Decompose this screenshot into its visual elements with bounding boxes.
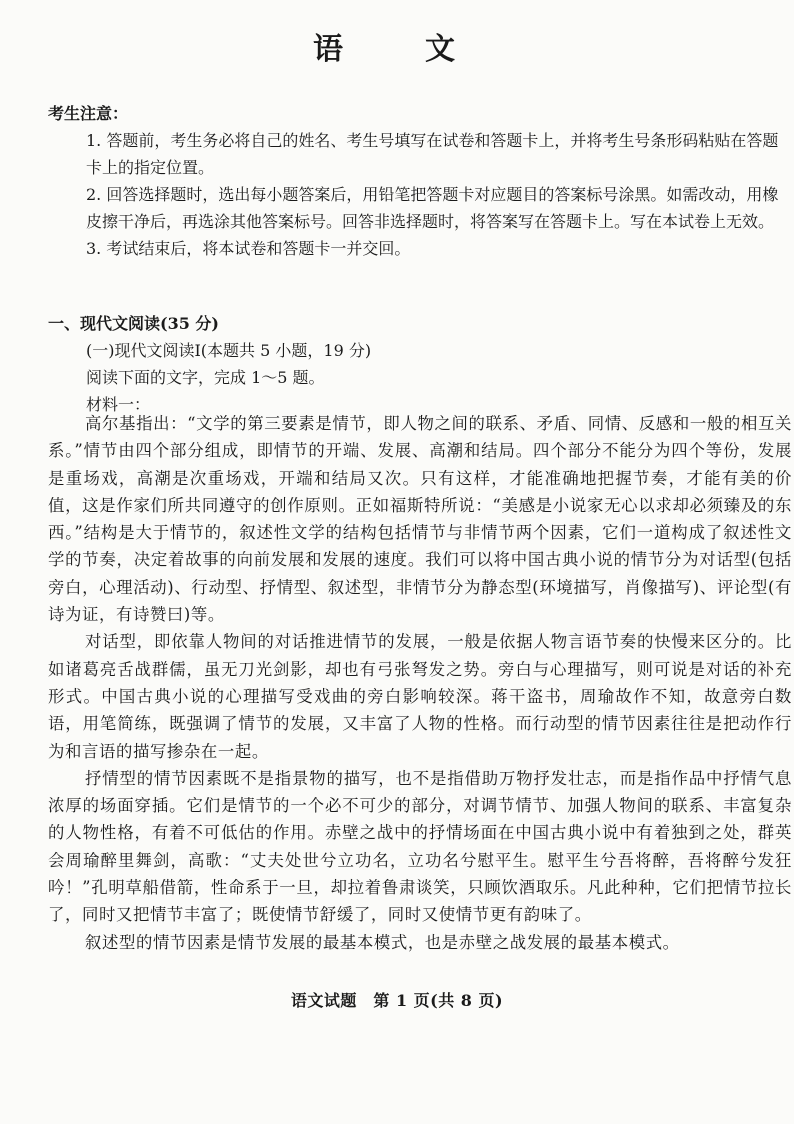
passage-paragraph: 叙述型的情节因素是情节发展的最基本模式，也是赤壁之战发展的最基本模式。 bbox=[85, 932, 680, 952]
page-title: 语 文 bbox=[313, 32, 481, 67]
notice-item: 1. 答题前，考生务必将自己的姓名、考生号填写在试卷和答题卡上，并将考生号条形码粘贴在答题卡上的指定位置。 bbox=[86, 131, 779, 177]
sub-section-heading: (一)现代文阅读Ⅰ(本题共 5 小题，19 分) bbox=[86, 341, 372, 360]
passage-paragraph: 对话型，即依靠人物间的对话推进情节的发展，一般是依据人物言语节奏的快慢来区分的。比如诸葛亮舌战群儒，虽无刀光剑影，却也有弓张弩发之势。旁白与心理描写，则可说是对话的补充形式。中国古典小说的心理描写受戏曲的旁白影响较深。蒋干盗书，周瑜故作不知，故意旁白数语，用笔简练，既强调了情节的发展，又丰富了人物的性格。而行动型的情节因素往往是把动作行为和言语的描写掺杂在一起。 bbox=[48, 632, 792, 761]
notice-item: 3. 考试结束后，将本试卷和答题卡一并交回。 bbox=[86, 239, 411, 258]
notice-heading: 考生注意： bbox=[48, 104, 129, 123]
section-header bbox=[48, 310, 792, 418]
reading-passage bbox=[48, 410, 792, 956]
notice-block bbox=[48, 100, 788, 262]
instruction-text: 阅读下面的文字，完成 1～5 题。 bbox=[86, 368, 325, 387]
material-label: 材料一： bbox=[86, 395, 151, 414]
passage-paragraph: 高尔基指出：“文学的第三要素是情节，即人物之间的联系、矛盾、同情、反感和一般的相互关系。”情节由四个部分组成，即情节的开端、发展、高潮和结局。四个部分不能分为四个等份，发展是重场戏，高潮是次重场戏，开端和结局又次。只有这样，才能准确地把握节奏，才能有美的价值，这是作家们所共同遵守的创作原则。正如福斯特所说：“美感是小说家无心以求却必须臻及的东西。”结构是大于情节的，叙述性文学的结构包括情节与非情节两个因素，它们一道构成了叙述性文学的节奏，决定着故事的向前发展和发展的速度。我们可以将中国古典小说的情节分为对话型(包括旁白，心理活动)、行动型、抒情型、叙述型，非情节分为静态型(环境描写，肖像描写)、评论型(有诗为证，有诗赞曰)等。 bbox=[48, 414, 792, 625]
section-heading: 一、现代文阅读(35 分) bbox=[48, 314, 219, 333]
page-footer: 语文试题 第 1 页(共 8 页) bbox=[290, 991, 504, 1010]
notice-item: 2. 回答选择题时，选出每小题答案后，用铅笔把答题卡对应题目的答案标号涂黑。如需改动，用橡皮擦干净后，再选涂其他答案标号。回答非选择题时，将答案写在答题卡上。写在本试卷上无效。 bbox=[86, 185, 779, 231]
passage-paragraph: 抒情型的情节因素既不是指景物的描写，也不是指借助万物抒发壮志，而是指作品中抒情气息浓厚的场面穿插。它们是情节的一个必不可少的部分，对调节情节、加强人物间的联系、丰富复杂的人物性格，有着不可低估的作用。赤壁之战中的抒情场面在中国古典小说中有着独到之处，群英会周瑜醉里舞剑，高歌：“丈夫处世兮立功名，立功名兮慰平生。慰平生兮吾将醉，吾将醉兮发狂吟！”孔明草船借箭，性命系于一旦，却拉着鲁肃谈笑，只顾饮酒取乐。凡此种种，它们把情节拉长了，同时又把情节丰富了；既使情节舒缓了，同时又使情节更有韵味了。 bbox=[48, 768, 792, 925]
